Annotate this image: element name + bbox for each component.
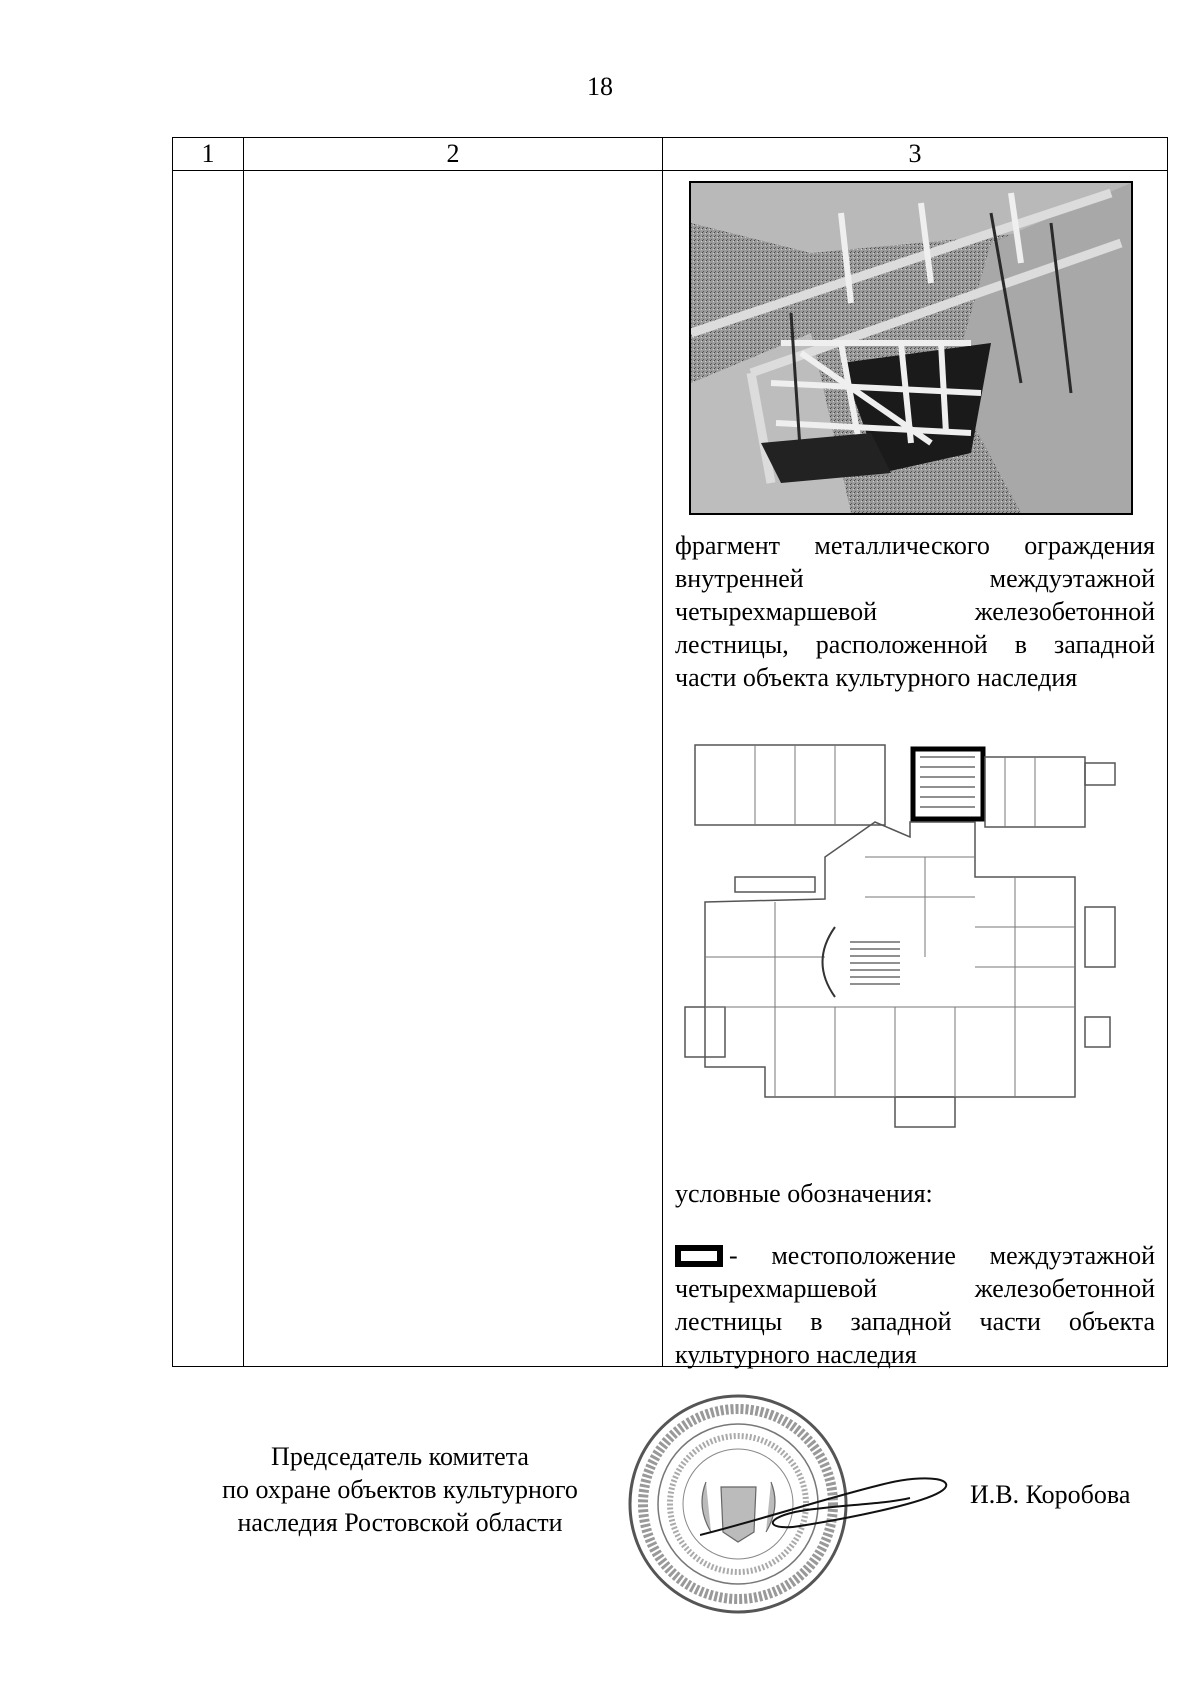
position-line: по охране объектов культурного (222, 1475, 578, 1504)
header-col-1: 1 (173, 138, 244, 171)
table-header-row (173, 138, 1168, 171)
header-col-2: 2 (244, 138, 663, 171)
header-col-3: 3 (663, 138, 1168, 171)
floor-plan-drawing (675, 727, 1145, 1167)
photo-image (691, 183, 1131, 513)
signer-name: И.В. Коробова (970, 1480, 1131, 1509)
cell-col-3 (663, 171, 1168, 1367)
signatory-position (190, 1440, 610, 1539)
legend-title: условные обозначения: (675, 1179, 933, 1208)
table-row (173, 171, 1168, 1367)
position-line: Председатель комитета (271, 1442, 529, 1471)
staircase-railing-photo (689, 181, 1133, 515)
page-number: 18 (587, 72, 613, 101)
legend-item (675, 1239, 1155, 1371)
position-line: наследия Ростовской области (237, 1508, 563, 1537)
cell-col-2 (244, 171, 663, 1367)
floor-plan (675, 727, 1145, 1167)
legend-square-icon (675, 1245, 723, 1267)
cell-col-1 (173, 171, 244, 1367)
content-table (172, 137, 1168, 1367)
photo-caption: фрагмент металлического ограждения внутренней междуэтажной четырехмаршевой железобетонной лестницы, расположенной в западной части объекта культурного наследия (675, 531, 1155, 692)
handwritten-signature (700, 1460, 960, 1550)
legend-text: - местоположение междуэтажной четырехмаршевой железобетонной лестницы в западной части объекта культурного наследия (675, 1241, 1155, 1369)
